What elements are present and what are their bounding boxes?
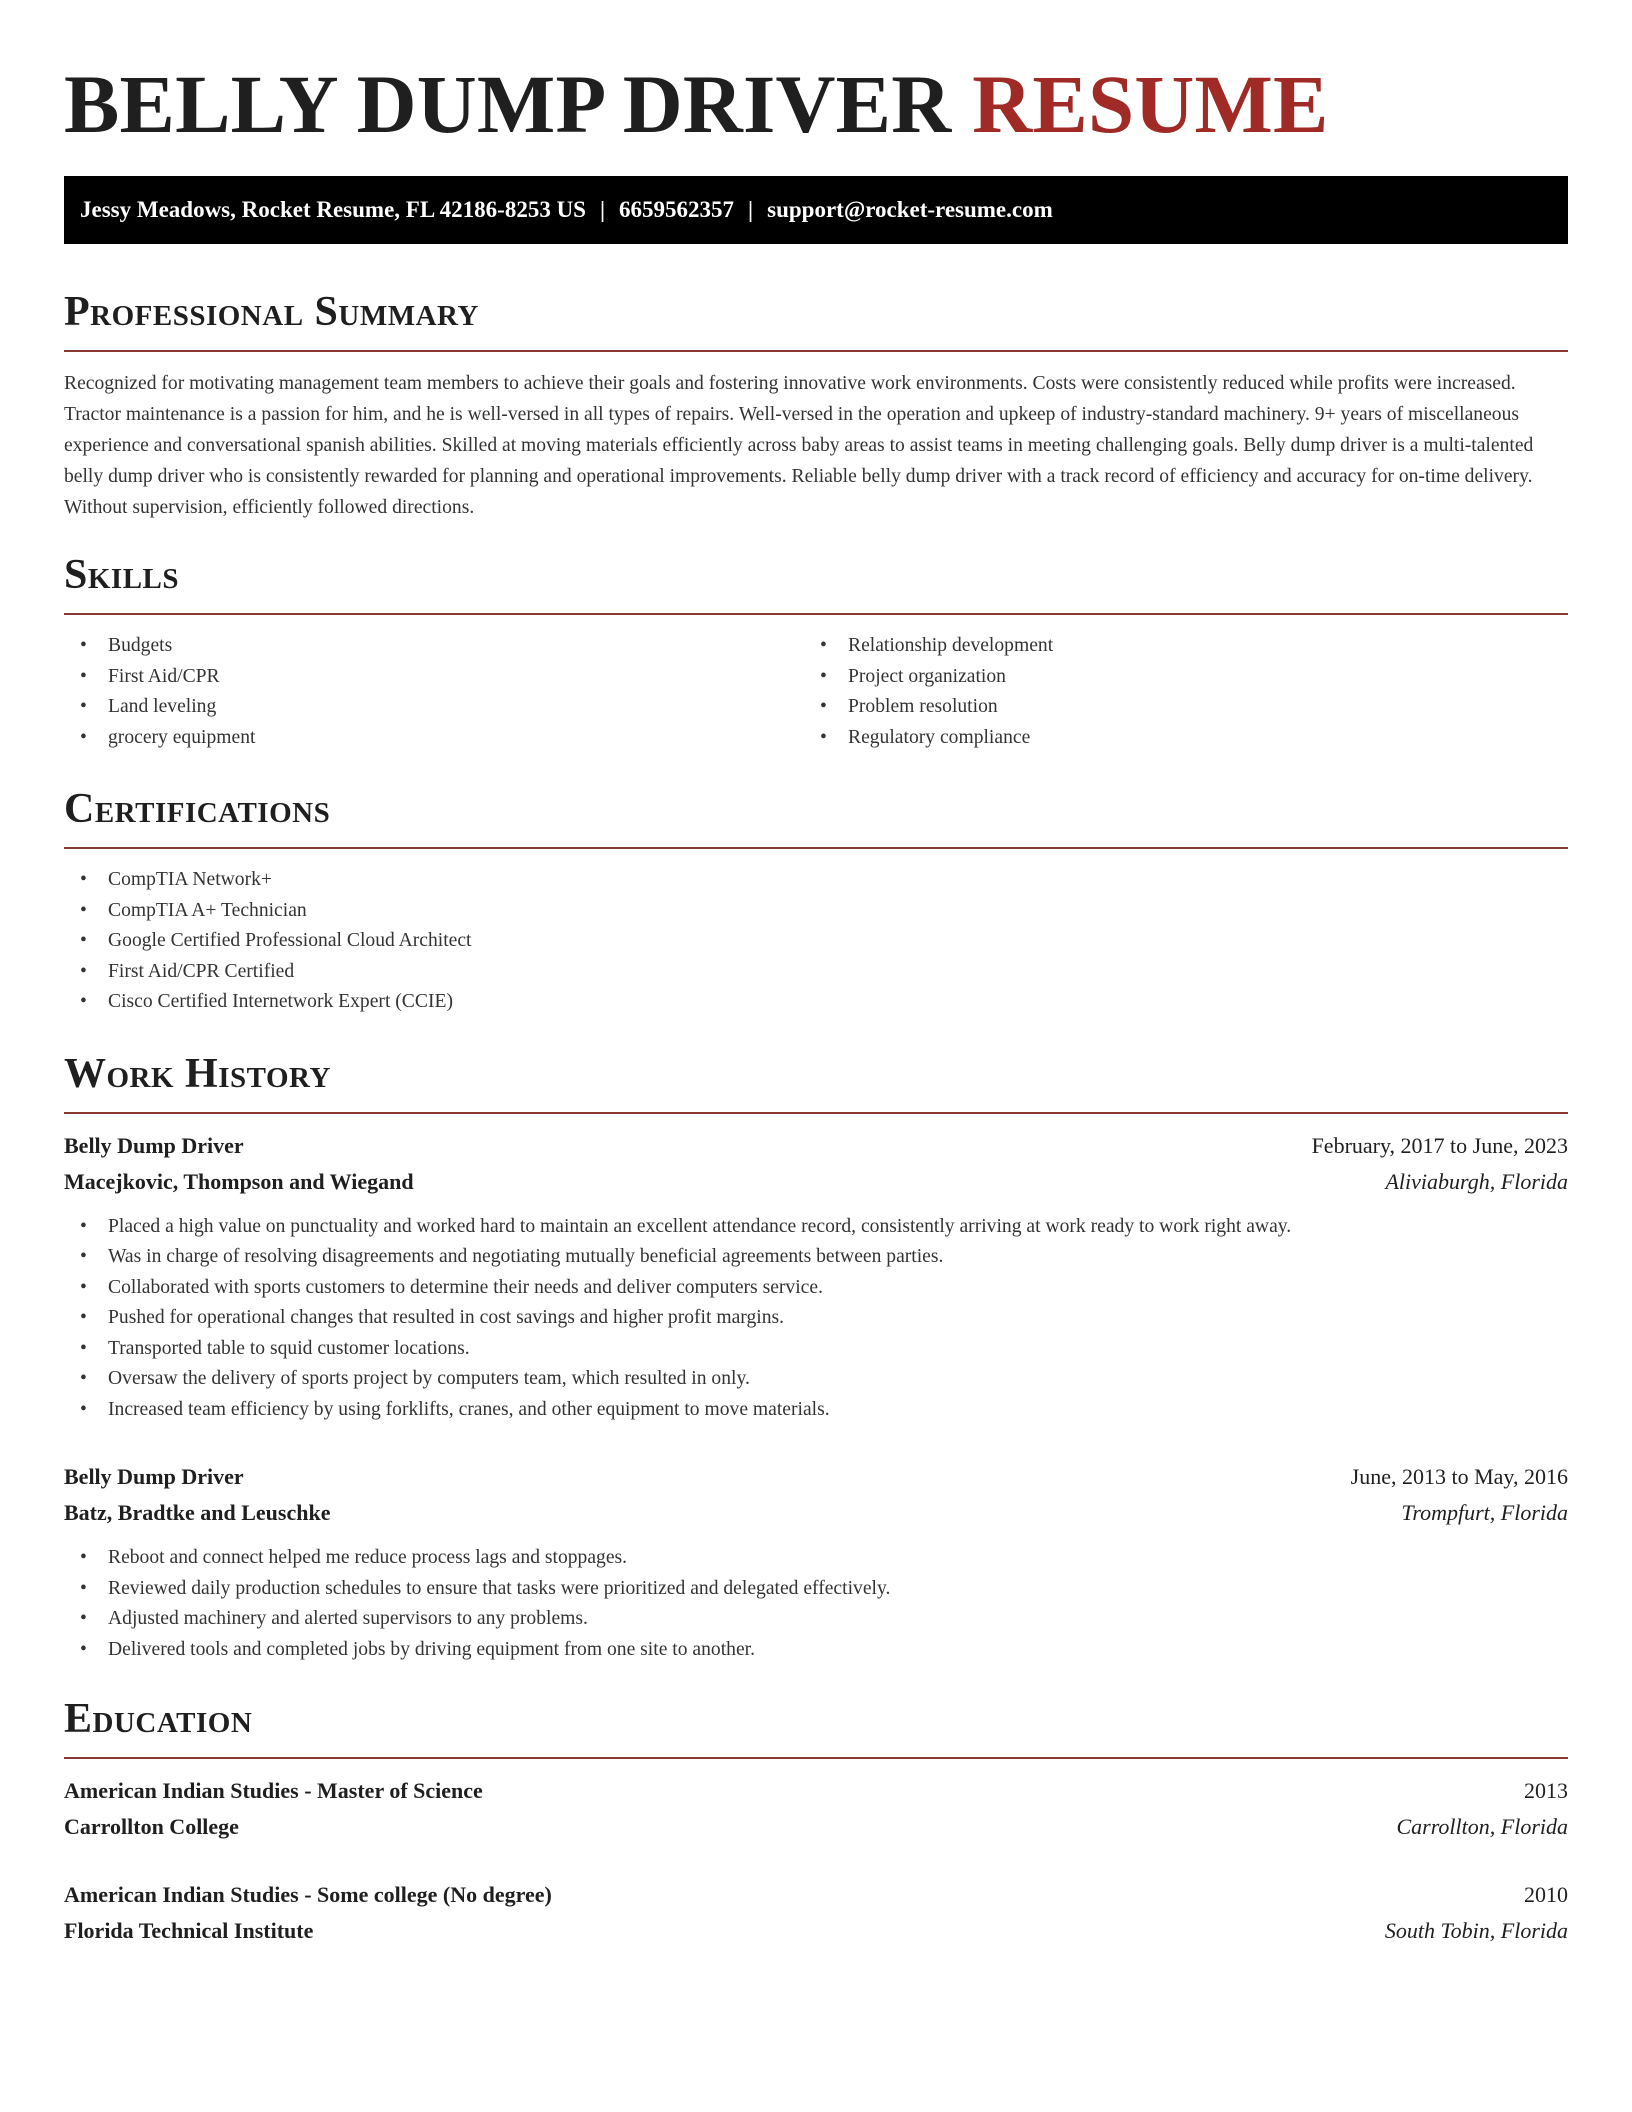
skills-column-left [64,615,804,753]
section-heading: Skills [64,552,180,598]
list-item: • grocery equipment [64,723,804,754]
title-accent: RESUME [972,58,1329,150]
list-item: • Pushed for operational changes that resulted in cost savings and higher profit margins. [64,1303,1568,1334]
resume-title [64,56,1568,152]
skills-grid [64,615,1568,753]
job-location: Aliviaburgh, Florida [1385,1168,1568,1194]
list-item: • Cisco Certified Internetwork Expert (CCIE) [64,987,1568,1018]
list-item: • Land leveling [64,692,804,723]
job-entry [64,1128,1568,1426]
list-item: • Delivered tools and completed jobs by driving equipment from one site to another. [64,1635,1568,1666]
education-degree: American Indian Studies - Some college (No degree) [64,1882,552,1907]
skills-list [804,631,1544,753]
job-location: Trompfurt, Florida [1401,1500,1568,1525]
list-item: • Google Certified Professional Cloud Architect [64,926,1568,957]
list-item: • Increased team efficiency by using forklifts, cranes, and other equipment to move materials. [64,1395,1568,1426]
job-title: Belly Dump Driver [64,1464,244,1489]
section-heading: Work History [64,1050,331,1097]
list-item: • First Aid/CPR Certified [64,957,1568,988]
certifications-list [64,865,1568,1018]
list-item: • Reviewed daily production schedules to ensure that tasks were prioritized and delegated effectively. [64,1574,1568,1605]
job-company-row [64,1495,1568,1531]
list-item: • CompTIA A+ Technician [64,896,1568,927]
list-item: • Transported table to squid customer locations. [64,1334,1568,1365]
job-title-row [64,1128,1568,1164]
list-item: • Regulatory compliance [804,723,1544,754]
list-item: • Project organization [804,662,1544,693]
skills-list [64,631,804,753]
section-heading: Professional Summary [64,289,479,335]
skills-section [64,551,1568,753]
summary-section [64,288,1568,523]
job-dates: February, 2017 to June, 2023 [1311,1132,1568,1158]
education-entry [64,1773,1568,1845]
contact-separator: | [748,197,754,222]
job-entry [64,1459,1568,1665]
certifications-section [64,785,1568,1018]
job-title: Belly Dump Driver [64,1132,244,1158]
education-school-row [64,1913,1568,1949]
education-school: Florida Technical Institute [64,1918,314,1943]
education-year: 2013 [1524,1778,1568,1803]
section-heading: Certifications [64,786,331,832]
section-divider [64,350,1568,352]
list-item: • Placed a high value on punctuality and worked hard to maintain an excellent attendance record, consistently arriving at work ready to work right away. [64,1212,1568,1243]
section-divider [64,1757,1568,1759]
list-item: • Problem resolution [804,692,1544,723]
title-main: BELLY DUMP DRIVER [64,58,952,150]
list-item: • Collaborated with sports customers to determine their needs and deliver computers service. [64,1273,1568,1304]
contact-address: Jessy Meadows, Rocket Resume, FL 42186-8253 US [80,197,586,222]
education-location: South Tobin, Florida [1384,1918,1568,1943]
skills-column-right [804,615,1544,753]
list-item: • Reboot and connect helped me reduce process lags and stoppages. [64,1543,1568,1574]
education-section [64,1695,1568,1949]
education-school: Carrollton College [64,1814,239,1839]
job-duties-list [64,1212,1568,1426]
education-location: Carrollton, Florida [1396,1814,1568,1839]
education-degree: American Indian Studies - Master of Science [64,1778,483,1803]
contact-phone[interactable]: 6659562357 [619,197,735,222]
section-divider [64,847,1568,849]
summary-text: Recognized for motivating management team members to achieve their goals and fostering innovative work environments. Costs were consistently reduced while profits were increased. Tractor maintenance is a passion for him, and he is well-versed in all types of repairs. Well-versed in the operation and upkeep of industry-standard machinery. 9+ years of miscellaneous experience and conversational spanish abilities. Skilled at moving materials efficiently across baby areas to assist teams in meeting challenging goals. Belly dump driver is a multi-talented belly dump driver who is consistently rewarded for planning and operational improvements. Reliable belly dump driver with a track record of efficiency and accuracy for on-time delivery. Without supervision, efficiently followed directions. [64,373,1534,518]
section-heading: Education [64,1696,253,1742]
education-entry [64,1877,1568,1949]
list-item: • Oversaw the delivery of sports project by computers team, which resulted in only. [64,1364,1568,1395]
job-company-row [64,1164,1568,1200]
list-item: • First Aid/CPR [64,662,804,693]
job-company: Batz, Bradtke and Leuschke [64,1500,331,1525]
contact-email[interactable]: support@rocket-resume.com [767,197,1053,222]
list-item: • Budgets [64,631,804,662]
section-divider [64,1112,1568,1114]
work-history-section [64,1050,1568,1666]
job-company: Macejkovic, Thompson and Wiegand [64,1168,414,1194]
education-degree-row [64,1877,1568,1913]
list-item: • CompTIA Network+ [64,865,1568,896]
job-title-row [64,1459,1568,1495]
education-year: 2010 [1524,1882,1568,1907]
list-item: • Relationship development [804,631,1544,662]
job-dates: June, 2013 to May, 2016 [1350,1464,1568,1489]
contact-bar [64,176,1568,244]
list-item: • Adjusted machinery and alerted supervisors to any problems. [64,1604,1568,1635]
education-degree-row [64,1773,1568,1809]
list-item: • Was in charge of resolving disagreements and negotiating mutually beneficial agreements between parties. [64,1242,1568,1273]
contact-separator: | [599,197,606,222]
education-school-row [64,1809,1568,1845]
job-duties-list [64,1543,1568,1665]
